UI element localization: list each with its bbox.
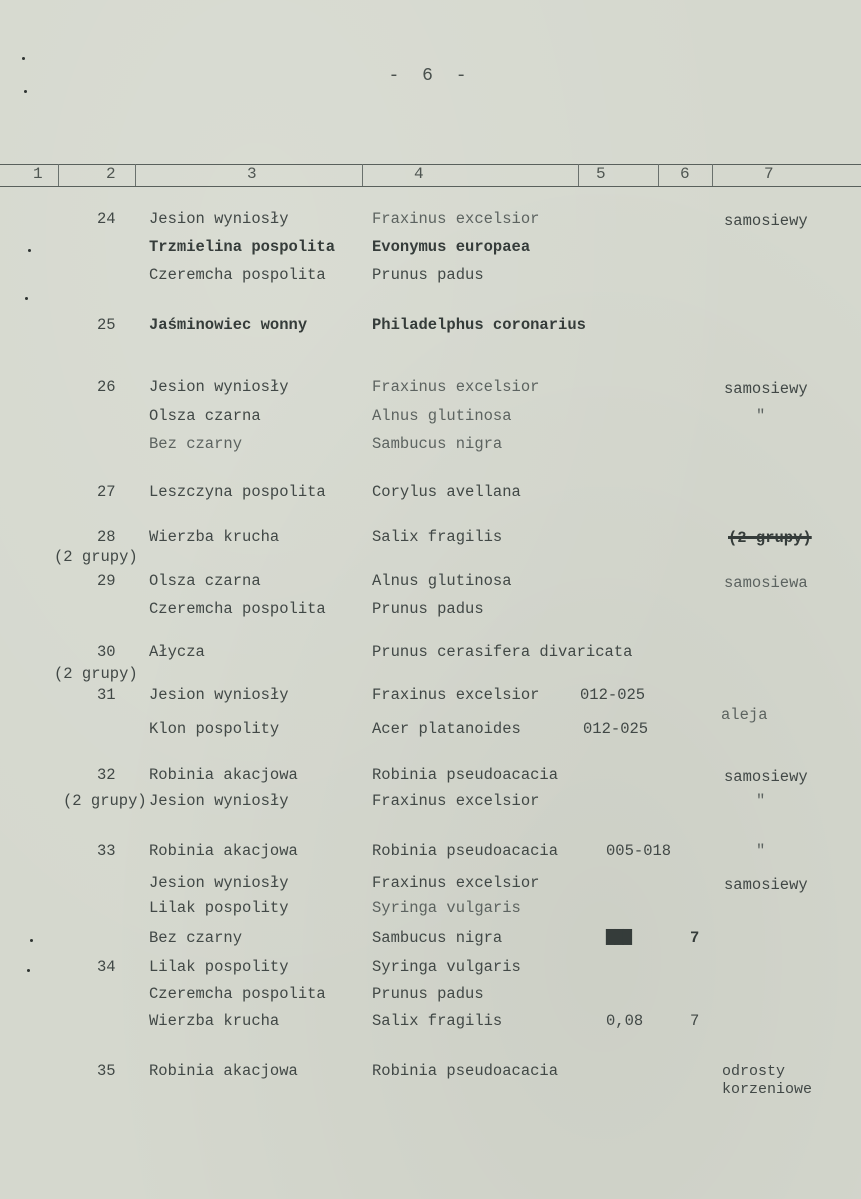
- column-header-7: 7: [764, 165, 774, 183]
- punch-mark: [22, 57, 25, 60]
- table-header-top-rule: [0, 164, 861, 165]
- polish-name: Trzmielina pospolita: [149, 238, 336, 256]
- column-separator: [362, 164, 363, 186]
- column-separator: [658, 164, 659, 186]
- latin-name: Robinia pseudoacacia: [372, 766, 559, 784]
- latin-name: Salix fragilis: [372, 1012, 503, 1030]
- latin-name: Fraxinus excelsior: [372, 874, 540, 892]
- polish-name: Olsza czarna: [149, 572, 261, 590]
- column-header-3: 3: [247, 165, 257, 183]
- row-number: 29: [97, 572, 116, 590]
- latin-name: Prunus cerasifera divaricata: [372, 643, 633, 661]
- row-number: 25: [97, 316, 116, 334]
- polish-name: Robinia akacjowa: [149, 842, 298, 860]
- latin-name: Alnus glutinosa: [372, 572, 512, 590]
- row-number: 33: [97, 842, 116, 860]
- dimension-value: 0,08: [606, 1012, 644, 1030]
- latin-name: Sambucus nigra: [372, 435, 503, 453]
- punch-mark: [30, 939, 33, 942]
- punch-mark: [27, 969, 30, 972]
- polish-name: Wierzba krucha: [149, 1012, 280, 1030]
- remarks: korzeniowe: [722, 1081, 813, 1098]
- column-header-1: 1: [33, 165, 43, 183]
- remarks: samosiewy: [724, 380, 808, 398]
- latin-name: Fraxinus excelsior: [372, 378, 540, 396]
- polish-name: Robinia akacjowa: [149, 766, 298, 784]
- punch-mark: [28, 249, 31, 252]
- latin-name: Evonymus europaea: [372, 238, 531, 256]
- remarks: samosiewy: [724, 768, 808, 786]
- row-number: 26: [97, 378, 116, 396]
- remarks: samosiewy: [724, 212, 808, 230]
- struck-remarks: (2 grupy): [728, 529, 812, 547]
- remarks: odrosty: [722, 1063, 786, 1080]
- remarks: aleja: [721, 706, 768, 724]
- latin-name: Fraxinus excelsior: [372, 210, 540, 228]
- polish-name: Czeremcha pospolita: [149, 266, 326, 284]
- polish-name: Jesion wyniosły: [149, 792, 289, 810]
- column-separator: [58, 164, 59, 186]
- row-number: 30: [97, 643, 116, 661]
- polish-name: Czeremcha pospolita: [149, 985, 326, 1003]
- row-number: 32: [97, 766, 116, 784]
- column-separator: [712, 164, 713, 186]
- struck-value: ▇▇▇: [606, 928, 631, 946]
- latin-name: Alnus glutinosa: [372, 407, 512, 425]
- polish-name: Robinia akacjowa: [149, 1062, 298, 1080]
- polish-name: Bez czarny: [149, 929, 243, 947]
- latin-name: Prunus padus: [372, 985, 484, 1003]
- polish-name: Jesion wyniosły: [149, 210, 289, 228]
- column-header-6: 6: [680, 165, 690, 183]
- latin-name: Prunus padus: [372, 600, 484, 618]
- latin-name: Sambucus nigra: [372, 929, 503, 947]
- ditto-mark: ": [756, 842, 766, 860]
- polish-name: Jesion wyniosły: [149, 874, 289, 892]
- polish-name: Jesion wyniosły: [149, 378, 289, 396]
- dimension-value: 012-025: [580, 686, 646, 704]
- column-header-2: 2: [106, 165, 116, 183]
- polish-name: Bez czarny: [149, 435, 243, 453]
- row-number: 27: [97, 483, 116, 501]
- latin-name: Robinia pseudoacacia: [372, 842, 559, 860]
- latin-name: Syringa vulgaris: [372, 899, 521, 917]
- ditto-mark: ": [756, 792, 766, 810]
- remarks: samosiewy: [724, 876, 808, 894]
- polish-name: Lilak pospolity: [149, 899, 289, 917]
- dimension-value: 012-025: [583, 720, 649, 738]
- row-number: 31: [97, 686, 116, 704]
- latin-name: Syringa vulgaris: [372, 958, 521, 976]
- polish-name: Ałycza: [149, 643, 205, 661]
- ditto-mark: ": [756, 407, 766, 425]
- polish-name: Lilak pospolity: [149, 958, 289, 976]
- polish-name: Leszczyna pospolita: [149, 483, 326, 501]
- latin-name: Robinia pseudoacacia: [372, 1062, 559, 1080]
- latin-name: Prunus padus: [372, 266, 484, 284]
- latin-name: Corylus avellana: [372, 483, 521, 501]
- polish-name: Klon pospolity: [149, 720, 280, 738]
- row-number: 24: [97, 210, 116, 228]
- column-header-5: 5: [596, 165, 606, 183]
- latin-name: Acer platanoides: [372, 720, 521, 738]
- remarks: samosiewa: [724, 574, 808, 592]
- unit-value: 7: [690, 1012, 700, 1030]
- polish-name: Jaśminowiec wonny: [149, 316, 308, 334]
- unit-value: 7: [690, 929, 700, 947]
- row-number: 34: [97, 958, 116, 976]
- latin-name: Philadelphus coronarius: [372, 316, 586, 334]
- page-number: - 6 -: [388, 66, 473, 86]
- group-note: (2 grupy): [63, 792, 147, 810]
- latin-name: Salix fragilis: [372, 528, 503, 546]
- punch-mark: [25, 297, 28, 300]
- table-header-bottom-rule: [0, 186, 861, 187]
- latin-name: Fraxinus excelsior: [372, 792, 540, 810]
- polish-name: Wierzba krucha: [149, 528, 280, 546]
- column-separator: [578, 164, 579, 186]
- latin-name: Fraxinus excelsior: [372, 686, 540, 704]
- group-note: (2 grupy): [54, 665, 138, 683]
- dimension-value: 005-018: [606, 842, 672, 860]
- polish-name: Olsza czarna: [149, 407, 261, 425]
- column-header-4: 4: [414, 165, 424, 183]
- polish-name: Jesion wyniosły: [149, 686, 289, 704]
- group-note: (2 grupy): [54, 548, 138, 566]
- row-number: 28: [97, 528, 116, 546]
- punch-mark: [24, 90, 27, 93]
- column-separator: [135, 164, 136, 186]
- row-number: 35: [97, 1062, 116, 1080]
- polish-name: Czeremcha pospolita: [149, 600, 326, 618]
